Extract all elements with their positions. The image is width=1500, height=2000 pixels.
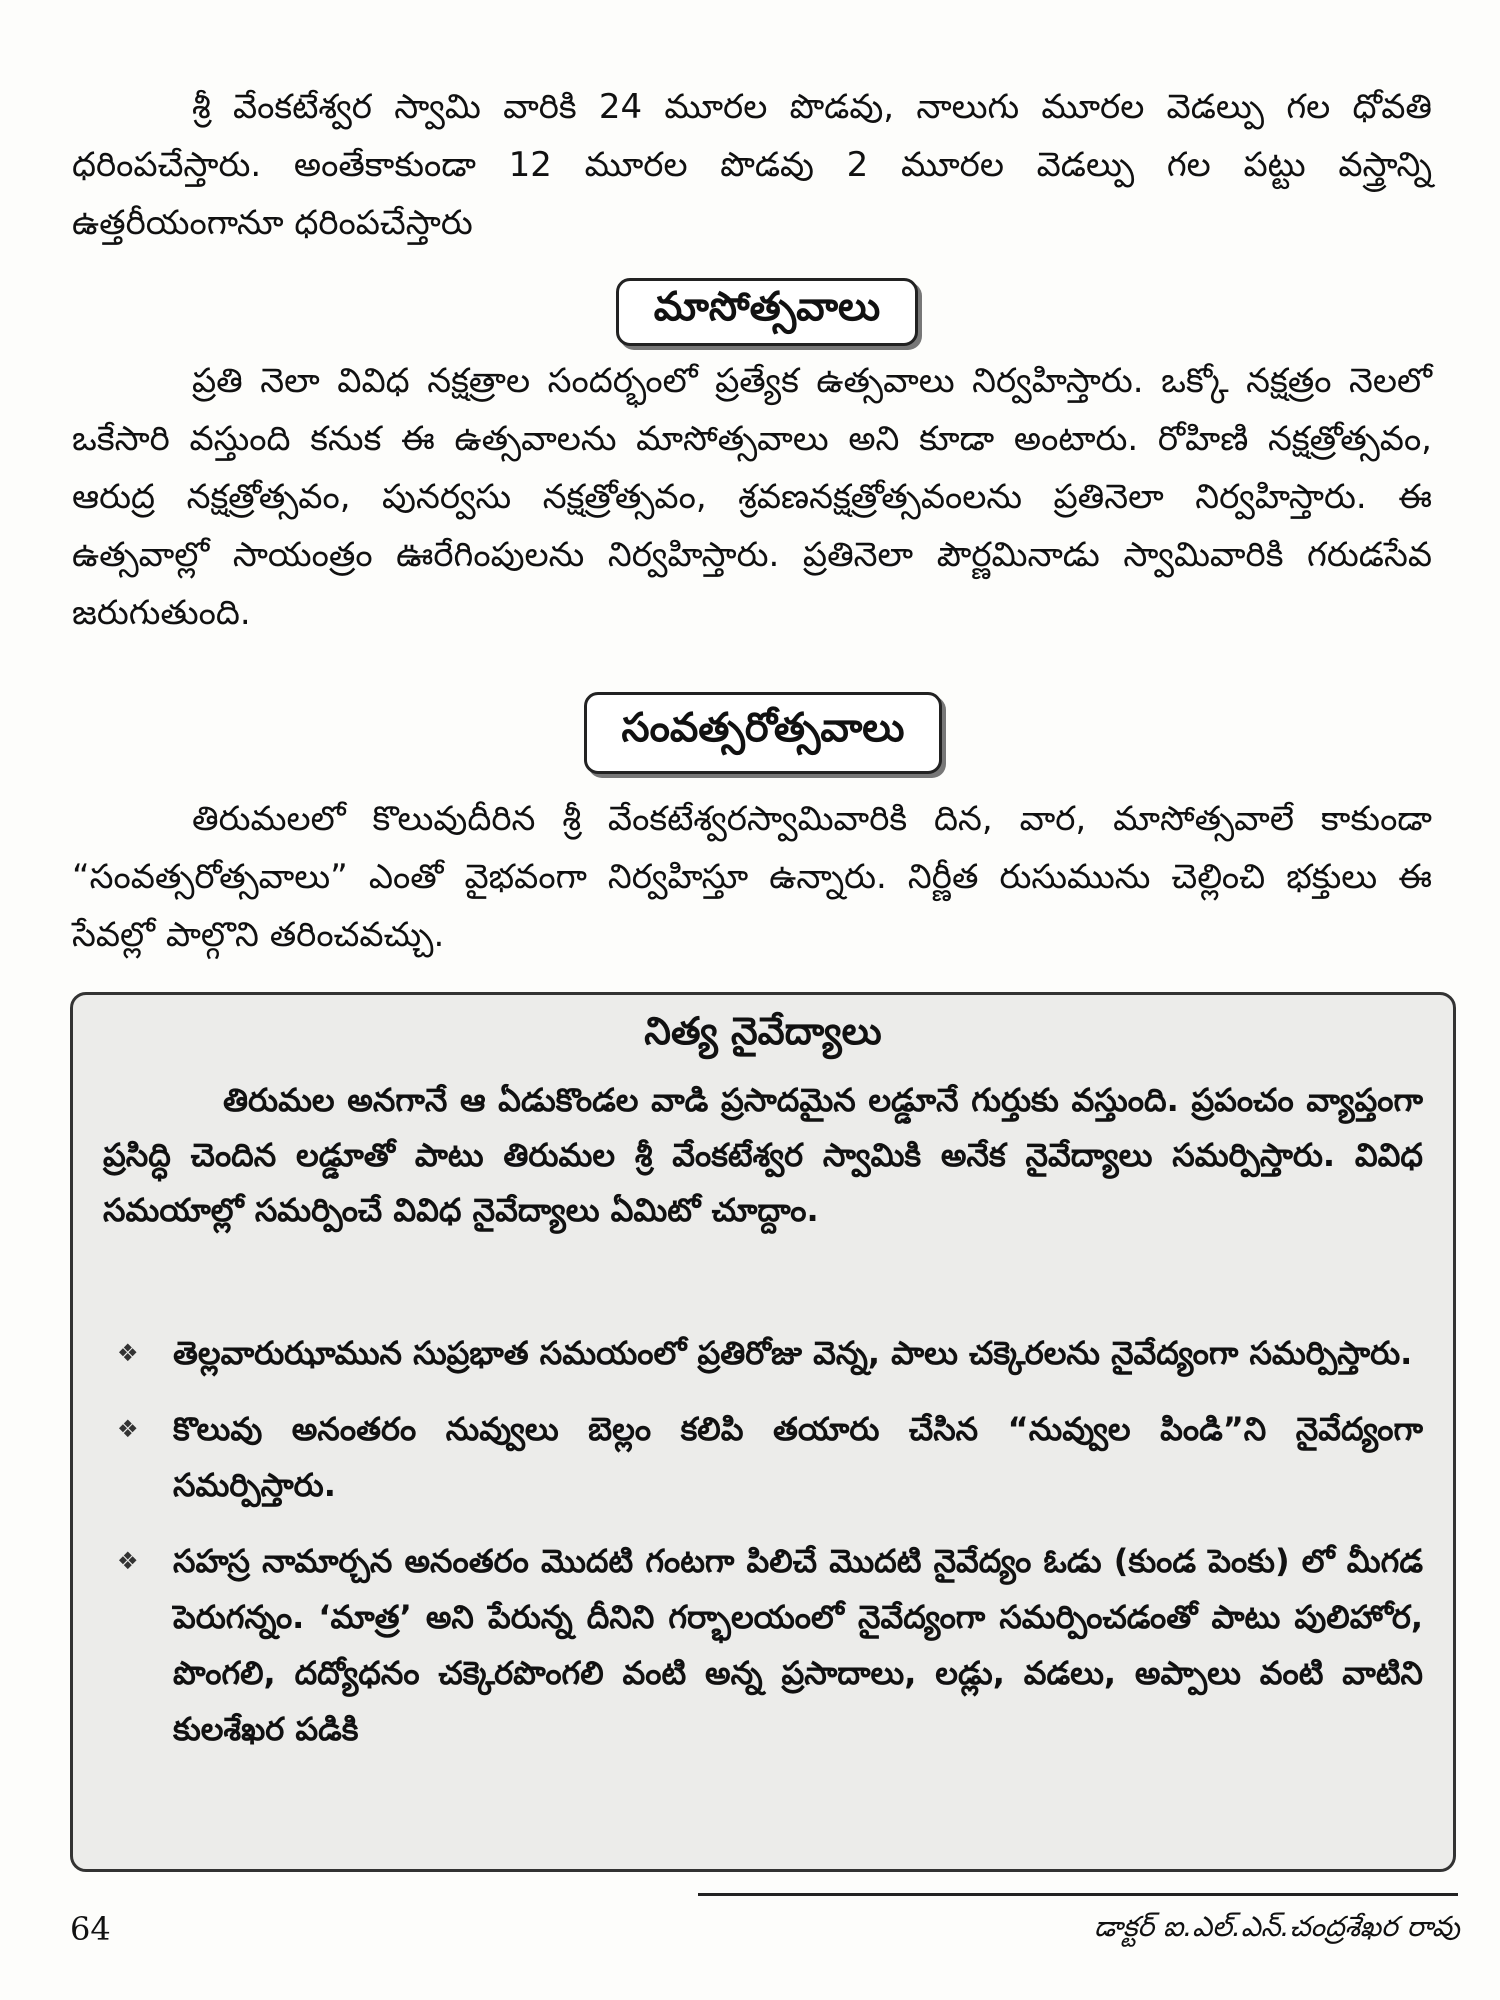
author-name: డాక్టర్ ఐ.ఎల్.ఎన్.చంద్రశేఖర రావు bbox=[1094, 1910, 1460, 1943]
list-item bbox=[103, 1533, 1423, 1757]
list-item-text: తెల్లవారుఝామున సుప్రభాత సమయంలో ప్రతిరోజు వెన్న, పాలు చక్కెరలను నైవేద్యంగా సమర్పిస్తారు. bbox=[173, 1334, 1413, 1372]
list-item-text: కొలువు అనంతరం నువ్వులు బెల్లం కలిపి తయారు చేసిన “నువ్వుల పిండి”ని నైవేద్యంగా సమర్పిస్తారు. bbox=[173, 1410, 1423, 1504]
heading-masotsavalu: మాసోత్సవాలు bbox=[616, 278, 918, 346]
inset-intro-paragraph: తిరుమల అనగానే ఆ ఏడుకొండల వాడి ప్రసాదమైన లడ్డూనే గుర్తుకు వస్తుంది. ప్రపంచం వ్యాప్తంగా ప్రసిద్ధి చెందిన లడ్డూతో పాటు తిరుమల శ్రీ వేంకటేశ్వర స్వామికి అనేక నైవేద్యాలు సమర్పిస్తారు. వివిధ సమయాల్లో సమర్పించే వివిధ నైవేద్యాలు ఏమిటో చూద్దాం. bbox=[103, 1081, 1423, 1229]
diamond-bullet-icon: ❖ bbox=[117, 1339, 139, 1367]
list-item bbox=[103, 1325, 1423, 1381]
list-item-text: సహస్ర నామార్చన అనంతరం మొదటి గంటగా పిలిచే మొదటి నైవేద్యం ఓడు (కుండ పెంకు) లో మీగడ పెరుగన్నం. ‘మాత్ర’ అని పేరున్న దీనిని గర్భాలయంలో నైవేద్యంగా సమర్పించడంతో పాటు పులిహోర, పొంగలి, దద్యోధనం చక్కెరపొంగలి వంటి అన్న ప్రసాదాలు, లడ్లు, వడలు, అప్పాలు వంటి వాటిని కులశేఖర పడికి bbox=[173, 1542, 1423, 1748]
diamond-bullet-icon: ❖ bbox=[117, 1547, 139, 1575]
naivedya-list bbox=[103, 1325, 1423, 1777]
list-item bbox=[103, 1401, 1423, 1513]
masotsavalu-paragraph: ప్రతి నెలా వివిధ నక్షత్రాల సందర్భంలో ప్రత్యేక ఉత్సవాలు నిర్వహిస్తారు. ఒక్కో నక్షత్రం నెలలో ఒకేసారి వస్తుంది కనుక ఈ ఉత్సవాలను మాసోత్సవాలు అని కూడా అంటారు. రోహిణి నక్షత్రోత్సవం, ఆరుద్ర నక్షత్రోత్సవం, పునర్వసు నక్షత్రోత్సవం, శ్రవణనక్షత్రోత్సవంలను ప్రతినెలా నిర్వహిస్తారు. ఈ ఉత్సవాల్లో సాయంత్రం ఊరేగింపులను నిర్వహిస్తారు. ప్రతినెలా పౌర్ణమినాడు స్వామివారికి గరుడసేవ జరుగుతుంది. bbox=[72, 361, 1432, 633]
footer-divider bbox=[698, 1893, 1458, 1896]
page-number: 64 bbox=[70, 1910, 111, 1948]
nitya-naivedyalu-box bbox=[70, 992, 1456, 1872]
diamond-bullet-icon: ❖ bbox=[117, 1415, 139, 1443]
heading-samvatsarotsavalu: సంవత్సరోత్సవాలు bbox=[584, 692, 942, 774]
samvatsarotsavalu-paragraph: తిరుమలలో కొలువుదీరిన శ్రీ వేంకటేశ్వరస్వామివారికి దిన, వార, మాసోత్సవాలే కాకుండా “సంవత్సరోత్సవాలు” ఎంతో వైభవంగా నిర్వహిస్తూ ఉన్నారు. నిర్ణీత రుసుమును చెల్లించి భక్తులు ఈ సేవల్లో పాల్గొని తరించవచ్చు. bbox=[72, 799, 1432, 955]
intro-paragraph: శ్రీ వేంకటేశ్వర స్వామి వారికి 24 మూరల పొడవు, నాలుగు మూరల వెడల్పు గల ధోవతి ధరింపచేస్తారు. అంతేకాకుండా 12 మూరల పొడవు 2 మూరల వెడల్పు గల పట్టు వస్త్రాన్ని ఉత్తరీయంగానూ ధరింపచేస్తారు bbox=[72, 87, 1432, 243]
inset-title: నిత్య నైవేద్యాలు bbox=[644, 1009, 882, 1053]
